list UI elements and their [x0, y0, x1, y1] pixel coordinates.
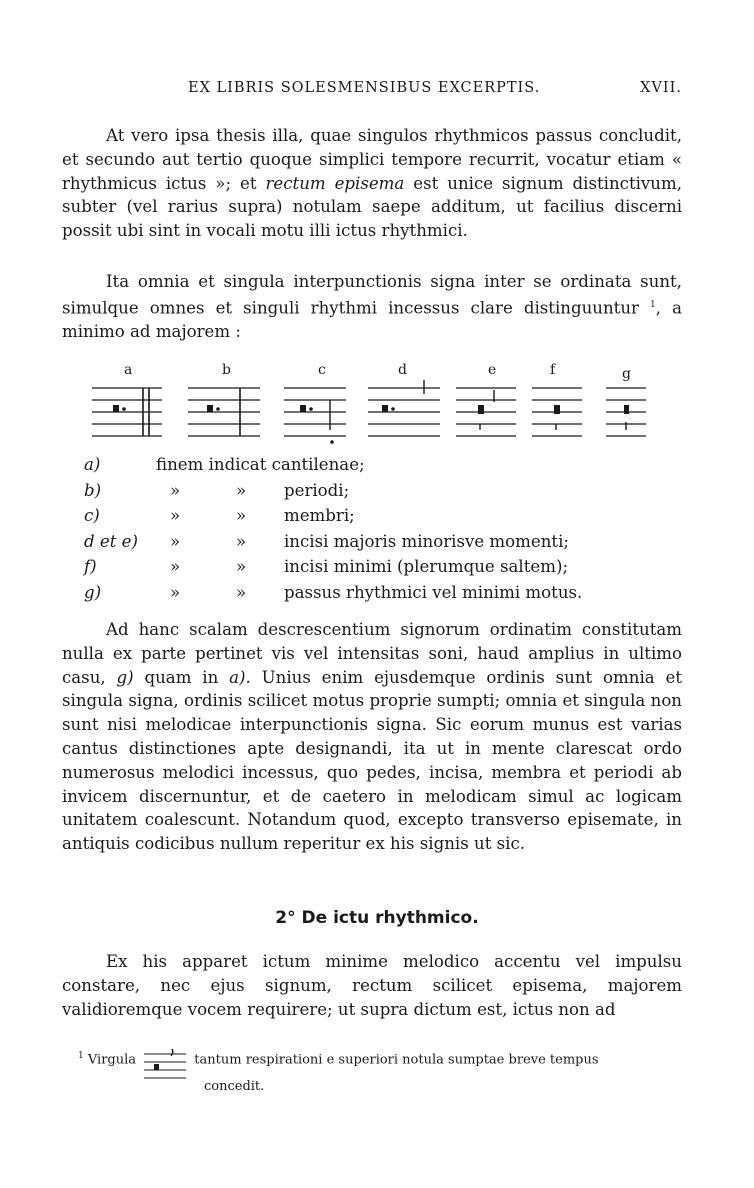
diagram-label-f: f	[550, 362, 556, 378]
footnote	[78, 1042, 688, 1095]
diagram-label-b: b	[222, 362, 231, 378]
note-c	[300, 405, 306, 412]
diagram-label-e: e	[488, 362, 497, 378]
dot-c-below	[330, 440, 334, 444]
legend-row	[84, 452, 644, 478]
dot-d	[391, 407, 395, 411]
note-a	[113, 405, 119, 412]
ditto-mark: »	[236, 582, 247, 602]
legend-row	[84, 503, 644, 529]
legend-desc: membri;	[284, 506, 355, 526]
legend-desc-text: finem indicat cantilenae;	[156, 455, 365, 474]
header-title: EX LIBRIS SOLESMENSIBUS EXCERPTIS.	[188, 80, 541, 96]
paragraph-4: Ex his apparet ictum minime melodico accentu vel impulsu constare, nec ejus signum, rectum scilicet episema, majorem validioremque vocem requirere; ut supra dictum est, ictus non ad	[62, 952, 682, 1019]
diagram-label-g: g	[622, 366, 631, 382]
note-d	[382, 405, 388, 412]
legend-row	[84, 478, 644, 504]
footnote-marker: 1	[78, 1051, 84, 1062]
legend-list	[84, 452, 644, 606]
paragraph-3-text-c: Unius enim ejusdemque ordinis sunt omnia et singula signa, ordinis scilicet motus proprie sumpti; omnia et singula non sunt nisi melodicae interpunctionis signa. Sic eorum munus est varias cantus distinctiones apte designandi, ita ut in mente clarescat ordo numerosus melodici incessus, quo pedes, incisa, membra et periodi ab invicem discernuntur, et de caetero in melodicam simul ac logicam unitatem coalescunt. Notandum quod, excepto transverso episemate, in antiquis codicibus nullum reperitur ex his signis ut sic.	[62, 667, 682, 854]
note-b	[207, 405, 213, 412]
legend-desc: periodi;	[284, 480, 350, 500]
ditto-mark: »	[170, 557, 181, 577]
ditto-mark: »	[170, 480, 181, 500]
legend-key: c)	[84, 506, 100, 526]
paragraph-1-italic: rectum episema	[265, 173, 405, 193]
paragraph-1-text-a: At vero ipsa thesis illa, quae singulos rhythmicos passus concludit, et secundo aut tertio quoque simplici tempore recurrit, vocatur etiam « rhythmicus ictus »; et	[62, 126, 682, 193]
interpunction-diagram	[0, 360, 754, 450]
paragraph-3-text-a: Ad hanc scalam descrescentium signorum ordinatim constitutam nulla ex parte pertinet vis vel intensitas soni, haud amplius in ultimo casu,	[62, 620, 682, 687]
footnote-reference: 1	[650, 299, 656, 310]
section-heading: 2° De ictu rhythmico.	[275, 908, 479, 928]
legend-key: g)	[84, 582, 102, 602]
dot-b	[216, 407, 220, 411]
note-g	[624, 405, 629, 414]
ditto-mark: »	[170, 506, 181, 526]
legend-desc: incisi majoris minorisve momenti;	[284, 531, 569, 551]
paragraph-1-text-b: est unice signum distinctivum, subter (vel rarius supra) notulam saepe additum, ut facilius discerni possit ubi sint in vocali motu illi ictus rhythmici.	[62, 173, 682, 241]
legend-key: d et e)	[84, 531, 138, 551]
legend-key: f)	[84, 557, 97, 577]
paragraph-2-text-a: Ita omnia et singula interpunctionis signa inter se ordinata sunt, simulque omnes et singuli rhythmi incessus clare distinguuntur	[62, 272, 682, 318]
footnote-line-1: tantum respirationi e superiori notula sumptae breve tempus	[194, 1052, 599, 1068]
legend-key: b)	[84, 480, 102, 500]
paragraph-3-italic-g: g)	[116, 667, 134, 687]
footnote-line-2: concedit.	[204, 1079, 265, 1094]
ditto-mark: »	[170, 582, 181, 602]
footnote-label: Virgula	[87, 1052, 137, 1068]
legend-row	[84, 580, 644, 606]
ditto-mark: »	[170, 531, 181, 551]
staff-c	[284, 388, 346, 436]
staff-d	[368, 380, 440, 436]
legend-row	[84, 554, 644, 580]
paragraph-3	[62, 618, 682, 856]
note-e	[478, 405, 484, 414]
legend-desc: passus rhythmici vel minimi motus.	[284, 582, 583, 602]
legend-desc: incisi minimi (plerumque saltem);	[284, 557, 569, 577]
note-f	[554, 405, 560, 414]
staff-a	[92, 388, 162, 436]
paragraph-2	[62, 270, 682, 344]
paragraph-3-text-b: quam in	[133, 667, 230, 687]
diagram-label-d: d	[398, 362, 407, 378]
dot-a	[122, 407, 126, 411]
diagram-label-a: a	[124, 362, 133, 378]
diagram-label-c: c	[318, 362, 326, 378]
dot-c	[309, 407, 313, 411]
paragraph-3-italic-a: a).	[229, 667, 251, 687]
legend-row	[84, 529, 644, 555]
virgula-staff-icon	[140, 1048, 190, 1084]
staff-b	[188, 388, 260, 436]
ditto-mark: »	[236, 531, 247, 551]
ditto-mark: »	[236, 506, 247, 526]
paragraph-2-text-b: , a minimo ad majorem :	[62, 298, 682, 342]
page-number: XVII.	[640, 80, 682, 96]
legend-desc	[156, 452, 365, 478]
ditto-mark: »	[236, 480, 247, 500]
legend-key: a)	[84, 455, 101, 474]
paragraph-1	[62, 124, 682, 243]
staff-e	[456, 388, 516, 436]
ditto-mark: »	[236, 557, 247, 577]
